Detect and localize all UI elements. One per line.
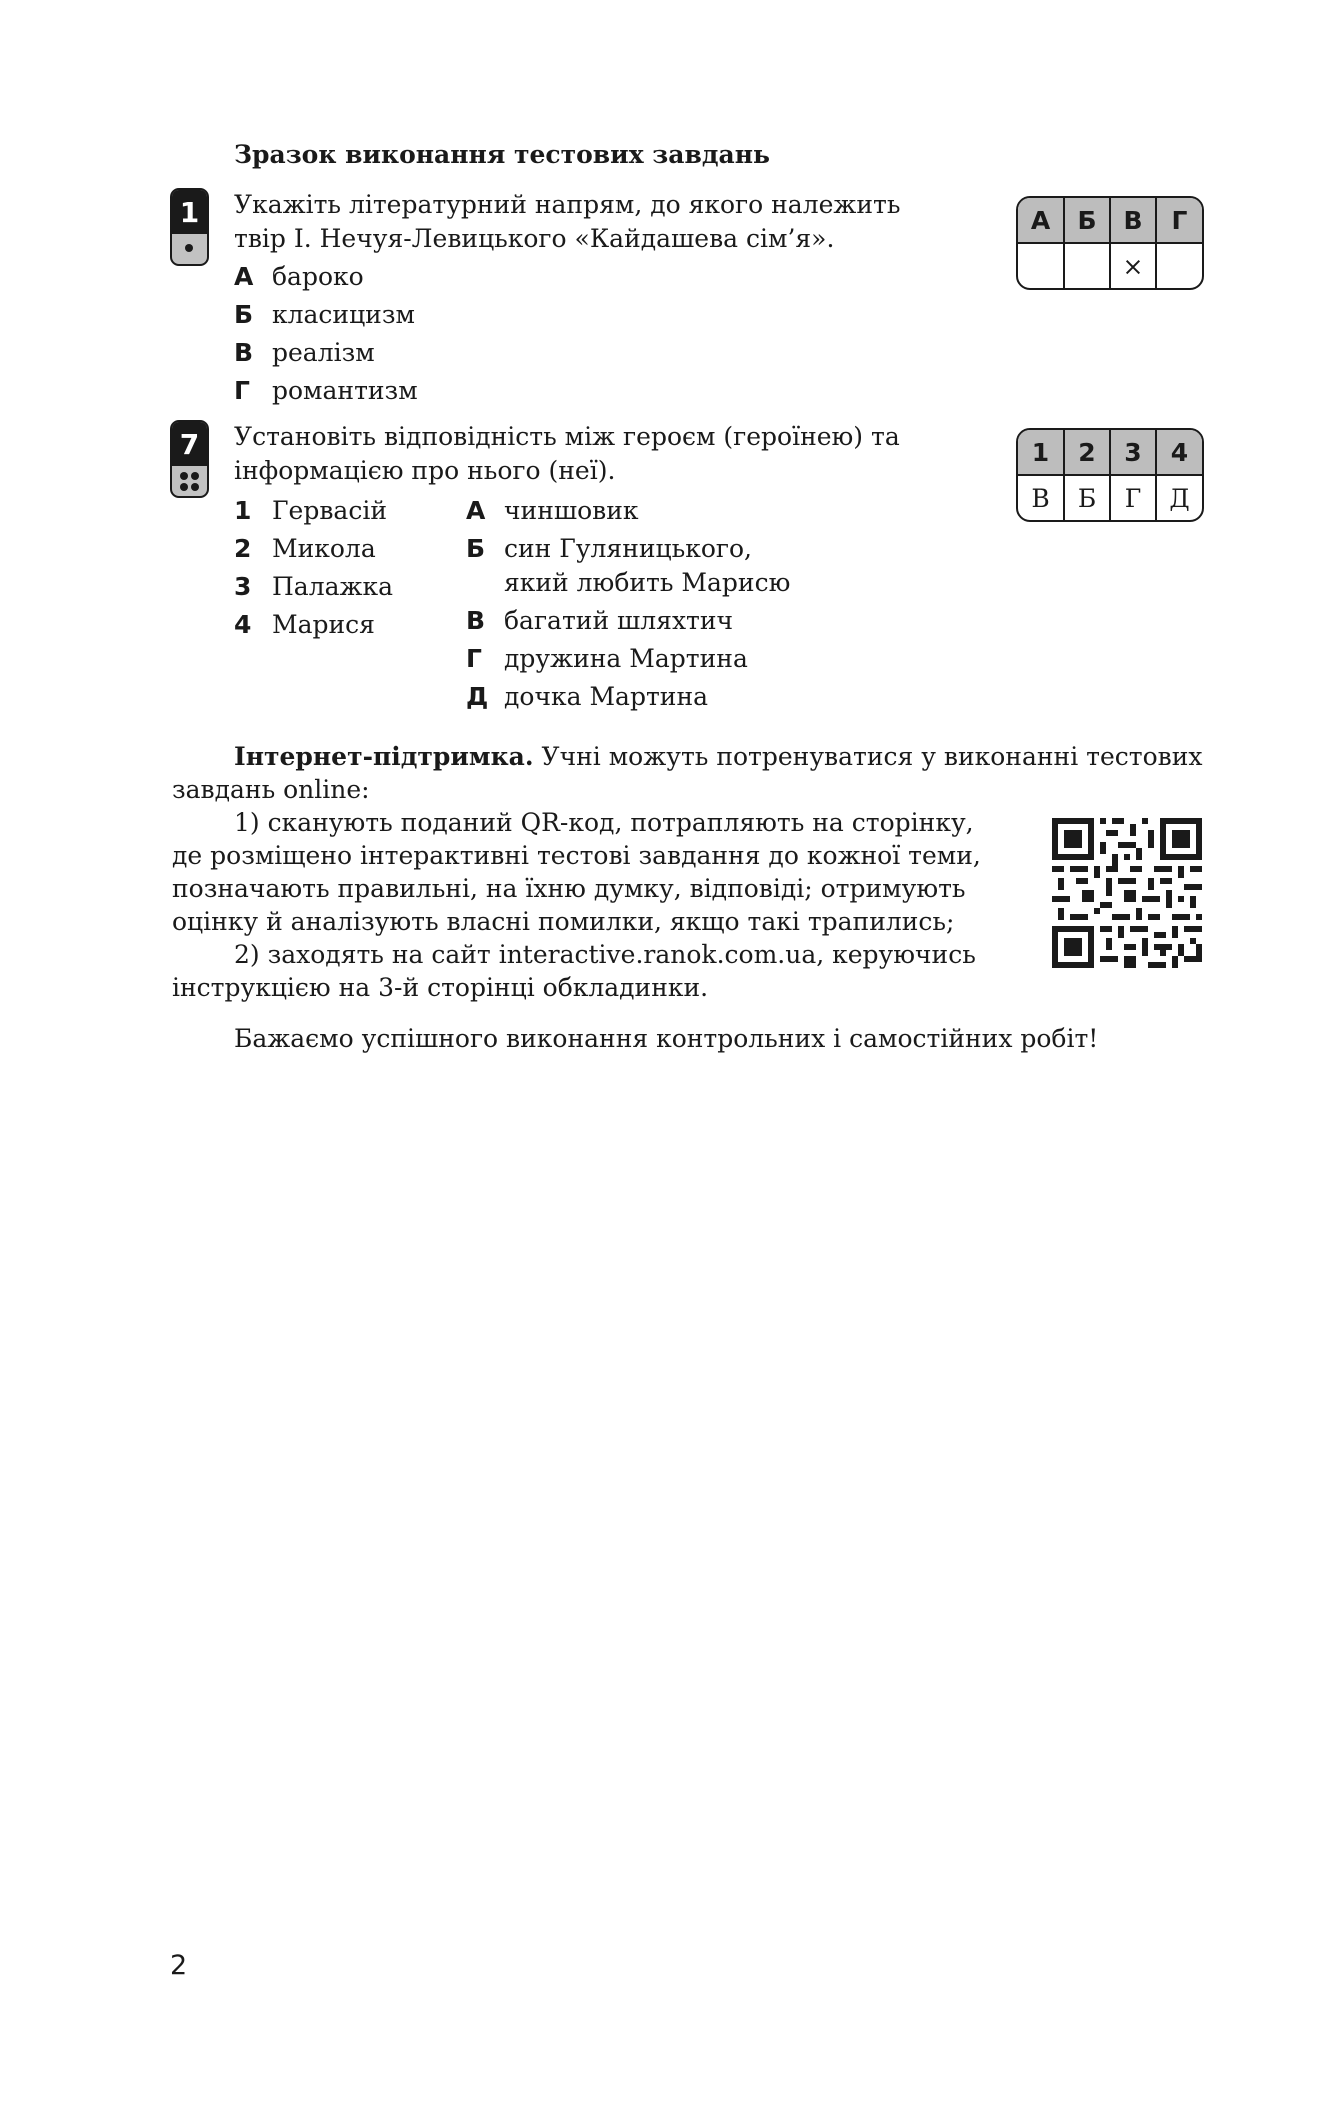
task-1-option-d	[234, 374, 634, 412]
option-letter: В	[234, 338, 254, 367]
grid-answer-cell	[1064, 243, 1110, 288]
task-7-answer-grid	[1016, 428, 1204, 522]
item-text: багатий шляхтич	[504, 606, 734, 635]
grid-header-cell: Г	[1156, 198, 1202, 243]
instruction-1-line-3: позначають правильні, на їхню думку, відповіді; отримують	[172, 874, 966, 903]
option-text: реалізм	[272, 338, 375, 367]
item-letter: Д	[466, 682, 489, 711]
grid-answer-mark: ×	[1110, 243, 1156, 288]
task-1-question-line-2: твір І. Нечуя-Левицького «Кайдашева сім’я».	[234, 224, 835, 253]
difficulty-dot-icon	[180, 472, 188, 480]
internet-support-line-1	[234, 740, 1203, 773]
item-letter: А	[466, 496, 486, 525]
item-text: Палажка	[272, 572, 394, 601]
option-letter: Г	[234, 376, 250, 405]
task-1-option-a	[234, 260, 634, 298]
task-1-badge	[170, 188, 209, 266]
option-text: класицизм	[272, 300, 415, 329]
grid-header-cell: 4	[1156, 430, 1202, 475]
grid-header-cell: В	[1110, 198, 1156, 243]
grid-header-cell: 1	[1018, 430, 1064, 475]
instruction-1-line-4: оцінку й аналізують власні помилки, якщо такі трапились;	[172, 907, 955, 936]
difficulty-dot-icon	[185, 244, 193, 252]
grid-answer-cell	[1018, 243, 1064, 288]
difficulty-dot-icon	[191, 472, 199, 480]
item-text: Марися	[272, 610, 375, 639]
item-text: який любить Марисю	[504, 568, 791, 597]
grid-header-cell: Б	[1064, 198, 1110, 243]
task-7-right-column	[466, 494, 866, 724]
item-number: 3	[234, 572, 252, 601]
task-7-badge	[170, 420, 209, 498]
page-number: 2	[170, 1950, 188, 1981]
instruction-1-line-2: де розміщено інтерактивні тестові завдання до кожної теми,	[172, 841, 981, 870]
difficulty-dot-icon	[191, 483, 199, 491]
item-letter: Б	[466, 534, 486, 563]
grid-answer-cell	[1156, 243, 1202, 288]
difficulty-dot-icon	[180, 483, 188, 491]
item-letter: Г	[466, 644, 482, 673]
item-text: чиншовик	[504, 496, 639, 525]
grid-answer-cell: Д	[1156, 475, 1202, 520]
task-7-number: 7	[172, 422, 207, 466]
option-letter: Б	[234, 300, 254, 329]
task-7-left-column	[234, 494, 454, 654]
grid-answer-cell: Г	[1110, 475, 1156, 520]
item-number: 4	[234, 610, 252, 639]
option-text: романтизм	[272, 376, 418, 405]
task-1-question-line-1: Укажіть літературний напрям, до якого належить	[234, 190, 901, 219]
option-text: бароко	[272, 262, 364, 291]
grid-header-cell: 3	[1110, 430, 1156, 475]
task-7-question-line-1: Установіть відповідність між героєм (героїнею) та	[234, 422, 900, 451]
item-number: 2	[234, 534, 252, 563]
item-text: син Гуляницького,	[504, 534, 752, 563]
item-text: дружина Мартина	[504, 644, 748, 673]
item-text: Микола	[272, 534, 376, 563]
option-letter: А	[234, 262, 254, 291]
grid-answer-cell: Б	[1064, 475, 1110, 520]
grid-header-cell: А	[1018, 198, 1064, 243]
internet-support-text: Учні можуть потренуватися у виконанні тестових	[533, 742, 1203, 771]
closing-message: Бажаємо успішного виконання контрольних і самостійних робіт!	[234, 1024, 1099, 1053]
qr-code-icon[interactable]	[1052, 818, 1202, 968]
item-letter: В	[466, 606, 486, 635]
internet-support-line-2: завдань online:	[172, 775, 370, 804]
instruction-2-line-2: інструкцією на 3-й сторінці обкладинки.	[172, 973, 709, 1002]
section-heading: Зразок виконання тестових завдань	[234, 140, 770, 169]
task-7-question-line-2: інформацією про нього (неї).	[234, 456, 616, 485]
instruction-1-line-1: 1) сканують поданий QR-код, потрапляють на сторінку,	[234, 808, 974, 837]
instruction-2-line-1: 2) заходять на сайт interactive.ranok.com.ua, керуючись	[234, 940, 976, 969]
item-number: 1	[234, 496, 252, 525]
item-text: Гервасій	[272, 496, 387, 525]
task-1-answer-grid	[1016, 196, 1204, 290]
grid-answer-cell: В	[1018, 475, 1064, 520]
grid-header-cell: 2	[1064, 430, 1110, 475]
task-1-number: 1	[172, 190, 207, 234]
item-text: дочка Мартина	[504, 682, 709, 711]
task-1-option-c	[234, 336, 634, 374]
internet-support-lead: Інтернет-підтримка.	[234, 742, 534, 771]
task-1-option-b	[234, 298, 634, 336]
